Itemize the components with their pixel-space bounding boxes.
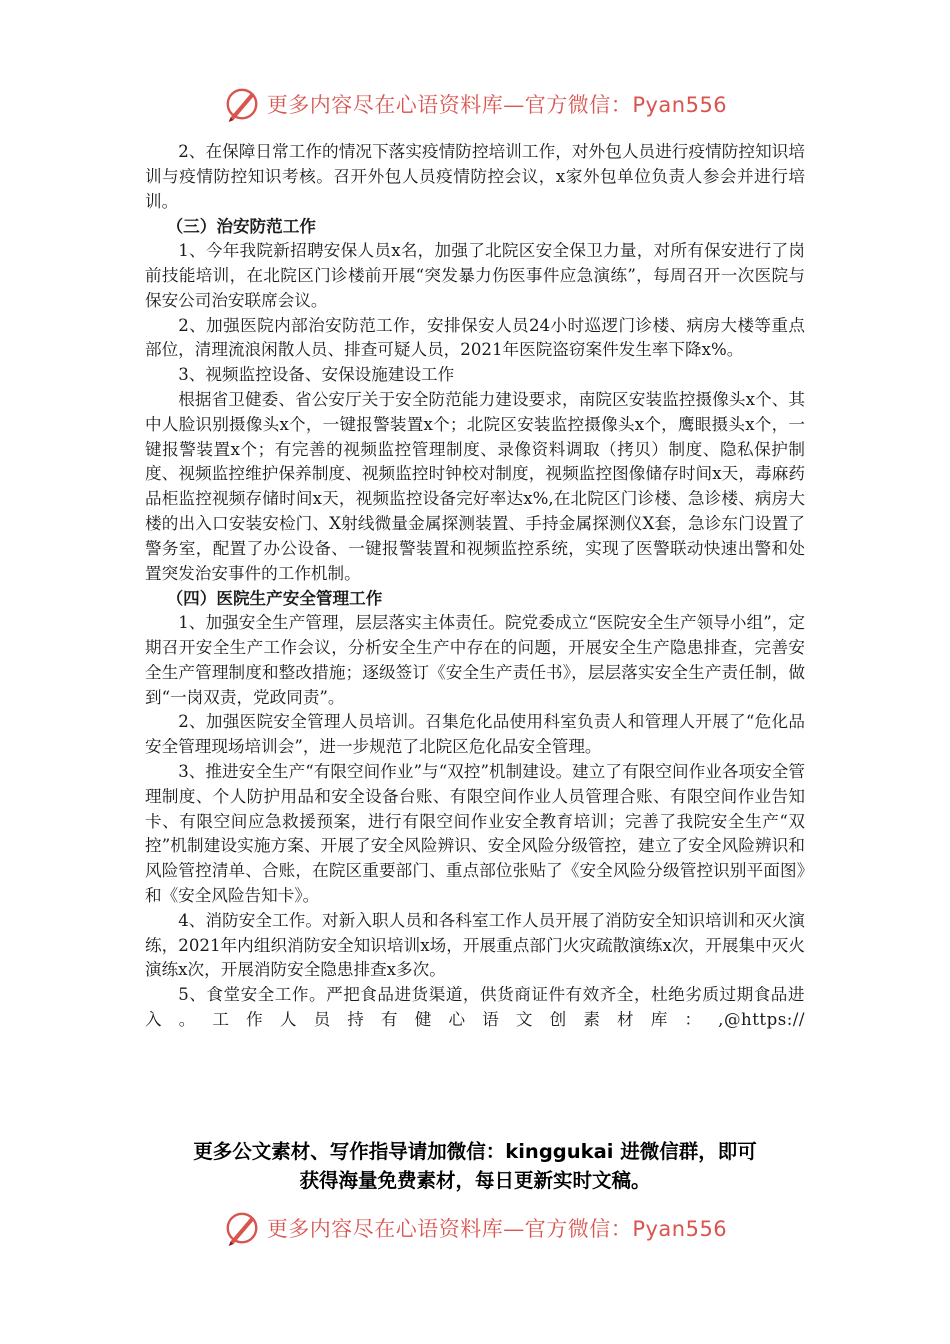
paragraph: 2、加强医院安全管理人员培训。召集危化品使用科室负责人和管理人开展了“危化品安全管理现场培训会”，进一步规范了北院区危化品安全管理。 <box>145 712 805 757</box>
paragraph: 2、加强医院内部治安防范工作，安排保安人员24小时巡逻门诊楼、病房大楼等重点部位，清理流浪闲散人员、排查可疑人员，2021年医院盗窃案件发生率下降x%。 <box>145 315 805 360</box>
section-heading: （三）治安防范工作 <box>166 216 316 237</box>
paragraph: 2、在保障日常工作的情况下落实疫情防控培训工作，对外包人员进行疫情防控知识培训与疫情防控知识考核。召开外包人员疫情防控会议，x家外包单位负责人参会并进行培训。 <box>145 142 805 211</box>
paragraph: 根据省卫健委、省公安厅关于安全防范能力建设要求，南院区安装监控摄像头x个、其中人脸识别摄像头x个，一键报警装置x个；北院区安装监控摄像头x个，鹰眼摄头x个，一键报警装置x个；有完善的视频监控管理制度、录像资料调取（拷贝）制度、隐私保护制度、视频监控维护保养制度、视频监控时钟校对制度，视频监控图像储存时间x天，毒麻药品柜监控视频存储时间x天，视频监控设备完好率达x%,在北院区门诊楼、急诊楼、病房大楼的出入口安装安检门、X射线微量金属探测装置、手持金属探测仪X套，急诊东门设置了警务室，配置了办公设备、一键报警装置和视频监控系统，实现了医警联动快速出警和处置突发治安事件的工作机制。 <box>145 389 805 583</box>
paragraph: 5、食堂安全工作。严把食品进货渠道，供货商证件有效齐全，杜绝劣质过期食品进入。工作人员持有健心语文创素材库：,@https:// <box>145 985 805 1029</box>
header-banner <box>0 84 950 124</box>
promo-block <box>120 1137 830 1195</box>
footer-banner <box>0 1208 950 1248</box>
paragraph: 4、消防安全工作。对新入职人员和各科室工作人员开展了消防安全知识培训和灭火演练，2021年内组织消防安全知识培训x场，开展重点部门火灾疏散演练x次，开展集中灭火演练x次，开展消防安全隐患排查x多次。 <box>145 910 805 980</box>
pen-logo-icon <box>223 1209 261 1247</box>
paragraph: 1、今年我院新招聘安保人员x名，加强了北院区安全保卫力量，对所有保安进行了岗前技能培训，在北院区门诊楼前开展“突发暴力伤医事件应急演练”，每周召开一次医院与保安公司治安联席会议。 <box>145 241 805 310</box>
paragraph: 3、推进安全生产“有限空间作业”与“双控”机制建设。建立了有限空间作业各项安全管理制度、个人防护用品和安全设备台账、有限空间作业人员管理合账、有限空间作业告知卡、有限空间应急救援预案，进行有限空间作业安全教育培训；完善了我院安全生产“双控”机制建设实施方案、开展了安全风险辨识、安全风险分级管控，建立了安全风险辨识和风险管控清单、合账，在院区重要部门、重点部位张贴了《安全风险分级管控识别平面图》和《安全风险告知卡》。 <box>145 761 805 905</box>
document-body <box>145 140 805 1033</box>
paragraph: 3、视频监控设备、安保设施建设工作 <box>178 365 455 385</box>
pen-logo-icon <box>223 85 261 123</box>
promo-line-1: 更多公文素材、写作指导请加微信：kinggukai 进微信群，即可 <box>193 1140 757 1163</box>
paragraph: 1、加强安全生产管理，层层落实主体责任。院党委成立“医院安全生产领导小组”，定期召开安全生产工作会议，分析安全生产中存在的问题，开展安全生产隐患排查，完善安全生产管理制度和整改措施；逐级签订《安全生产责任书》，层层落实安全生产责任制，做到“一岗双责，党政同责”。 <box>145 613 805 707</box>
section-heading: （四）医院生产安全管理工作 <box>166 588 383 609</box>
banner-text: 更多内容尽在心语资料库—官方微信：Pyan556 <box>266 1217 728 1241</box>
banner-text: 更多内容尽在心语资料库—官方微信：Pyan556 <box>266 93 728 117</box>
promo-line-2: 获得海量免费素材，每日更新实时文稿。 <box>299 1169 651 1192</box>
